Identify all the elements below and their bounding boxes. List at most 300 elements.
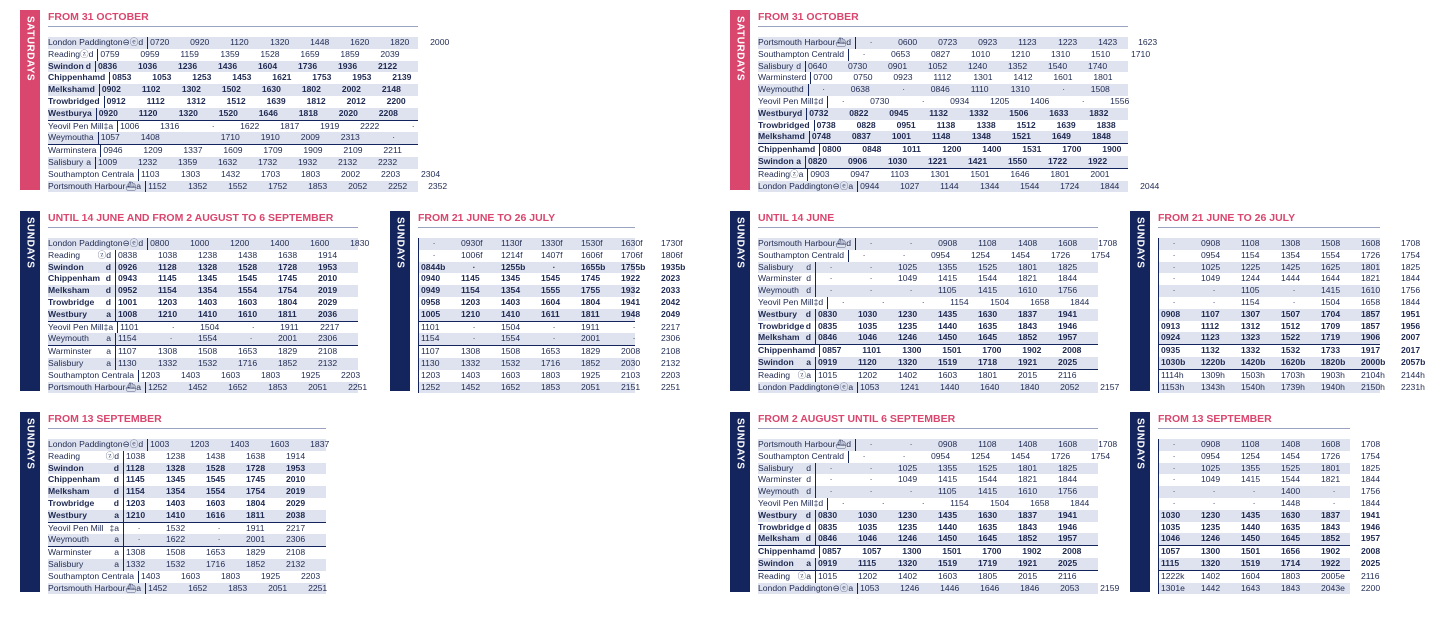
station-name: Swindon (758, 356, 794, 367)
departure-time: 2150h (1361, 381, 1385, 392)
timetable-row (48, 486, 326, 498)
sundays-to-paddington-panel-c (730, 412, 1120, 593)
departure-time: 1658 (1361, 296, 1381, 307)
departure-time: 2036 (318, 308, 338, 319)
times-group (1158, 273, 1441, 285)
departure-time: 2001 (581, 333, 601, 344)
departure-time: 0902 (101, 84, 121, 95)
timetable-row (48, 358, 358, 370)
departure-time: 1403 (198, 296, 218, 307)
departure-time: 1829 (581, 346, 601, 357)
departure-time: · (841, 497, 845, 508)
panel-title: UNTIL 14 JUNE (758, 211, 1098, 228)
timetable-row (418, 321, 681, 334)
departure-time: 1153h (1161, 381, 1185, 392)
departure-time: 1528 (238, 261, 258, 272)
departure-time: 1714 (1281, 557, 1301, 568)
departure-time: 1300 (1201, 546, 1221, 557)
departure-time: 1753 (312, 72, 332, 83)
timetable-row (1158, 261, 1421, 274)
departure-time: 1440 (1241, 521, 1261, 532)
departure-time: 1030 (858, 308, 878, 319)
arr-dep-marker: a (114, 547, 119, 558)
departure-time: 2144h (1401, 369, 1425, 380)
departure-time: 1544 (978, 474, 998, 485)
departure-time: · (862, 249, 866, 260)
timetable-row (1158, 521, 1381, 534)
departure-time: 1844 (1361, 497, 1381, 508)
station-name: Southampton Central (758, 249, 840, 260)
departure-time: 2017 (1401, 345, 1421, 356)
times-group (815, 522, 1098, 534)
timetable-row (758, 486, 1098, 498)
departure-time: 1914 (286, 450, 306, 461)
arr-dep-marker: ‡a (103, 120, 114, 131)
panel-title: FROM 21 JUNE TO 26 JULY (418, 211, 635, 228)
timetable-row (758, 180, 1160, 193)
departure-time: 1600 (310, 238, 330, 248)
departure-time: 0837 (851, 131, 871, 142)
departure-time: · (1172, 285, 1176, 296)
departure-time: 1235 (1201, 521, 1221, 532)
departure-time: 1853 (268, 381, 288, 392)
sundays-from-paddington-panel-c (20, 412, 330, 593)
timetable-row (758, 96, 1128, 108)
departure-time: 1209 (143, 145, 163, 156)
departure-time: 1001 (118, 296, 138, 307)
departure-time: 1504 (501, 321, 521, 332)
departure-time: · (881, 296, 885, 307)
departure-time: 1403 (501, 296, 521, 307)
departure-time: 1408 (1018, 439, 1038, 449)
departure-time: 0830 (818, 509, 838, 520)
timetable-row (1158, 582, 1381, 595)
departure-time: 0954 (931, 450, 951, 461)
departure-time: 1653 (206, 547, 226, 558)
timetable-row (48, 381, 368, 394)
times-group (1158, 297, 1441, 309)
station-name: Warminster (758, 474, 802, 485)
departure-time: 2029 (286, 497, 306, 508)
departure-time: 0930f (461, 238, 483, 248)
departure-time: 1630 (261, 84, 281, 95)
timetable-row (418, 381, 681, 394)
departure-time: 1310 (1010, 84, 1030, 95)
departure-time: 1410 (198, 308, 218, 319)
station-name: Yeovil Pen Mill (758, 95, 814, 106)
times-group (123, 559, 326, 571)
station-name: Trowbridge (758, 521, 805, 532)
timetable-rows (1158, 439, 1381, 594)
departure-time: 1811 (278, 308, 297, 319)
departure-time: 1946 (1058, 320, 1078, 331)
departure-time: 1107 (1201, 308, 1220, 319)
timetable-row (758, 369, 1098, 382)
departure-time: 1820b (1321, 356, 1346, 367)
station-name: Reading (758, 168, 791, 179)
departure-time: 1755b (621, 261, 646, 272)
departure-time: 1754 (1091, 249, 1111, 260)
timetable-row (1158, 486, 1381, 498)
departure-time: 1630 (978, 308, 998, 319)
departure-time: 1638 (278, 249, 298, 260)
departure-time: 2304 (421, 168, 441, 179)
departure-time: 1852 (246, 558, 266, 569)
departure-time: 2025 (1058, 356, 1078, 367)
departure-time: 1105 (938, 486, 957, 497)
timetable-row (48, 522, 326, 535)
station-name: Weymouth (758, 285, 799, 296)
timetable-row (758, 463, 1098, 475)
departure-time: 1554 (206, 486, 226, 497)
timetable-row (48, 168, 441, 181)
arr-dep-marker: a (88, 132, 94, 143)
times-group (1158, 250, 1441, 262)
departure-time: 1555 (541, 285, 561, 296)
departure-time: 1922 (1088, 155, 1108, 166)
departure-time: 1610 (1361, 285, 1381, 296)
times-group (115, 297, 358, 309)
departure-time: 1332 (461, 357, 481, 368)
departure-time: 1423 (1098, 37, 1118, 47)
departure-time: 1354 (198, 285, 218, 296)
departure-time: 2122 (378, 60, 398, 71)
departure-time: 1623 (1138, 37, 1158, 47)
departure-time: 1756 (1361, 486, 1381, 497)
departure-time: 1221 (928, 155, 948, 166)
timetable-row (48, 583, 326, 595)
departure-time: · (1172, 486, 1176, 497)
timetable-row (758, 545, 1098, 558)
departure-time: 1332 (158, 357, 178, 368)
departure-time: 1510 (1091, 48, 1111, 59)
departure-time: 1906 (1361, 332, 1381, 343)
station-name: Warminster (48, 547, 92, 558)
station-name: Reading (48, 249, 81, 260)
departure-time: 1328 (198, 261, 218, 272)
times-group (115, 250, 358, 262)
station-name: Westbury (758, 509, 797, 520)
departure-time: 2002 (341, 84, 361, 95)
departure-time: 1848 (1091, 131, 1111, 142)
departure-time: · (1081, 95, 1085, 106)
station-name: Weymouth (48, 333, 89, 344)
departure-time: 1345 (198, 273, 218, 284)
times-group (147, 439, 350, 451)
times-group (123, 523, 326, 535)
timetable-row (48, 144, 418, 157)
departure-time: 1255b (501, 261, 526, 272)
departure-time: 1323 (1241, 332, 1261, 343)
departure-time: 1252 (421, 381, 441, 392)
departure-time: 2008 (1361, 546, 1381, 557)
departure-time: 2139 (392, 72, 412, 83)
departure-time: 1806f (661, 249, 683, 260)
times-group (115, 285, 358, 297)
departure-time: 1440 (938, 521, 958, 532)
departure-time: 1415 (1321, 285, 1341, 296)
departure-time: 1053 (152, 72, 172, 83)
departure-time: 1953 (352, 72, 372, 83)
departure-time: 1235 (898, 320, 918, 331)
departure-time: 1120 (858, 356, 877, 367)
departure-time: 1519 (1241, 557, 1261, 568)
departure-time: 1640 (980, 381, 1000, 392)
arr-dep-marker: ⛴d (835, 439, 852, 449)
departure-time: 2109 (343, 145, 363, 156)
departure-time: · (829, 486, 833, 497)
timetable-row (758, 61, 1128, 73)
timetable-row (758, 168, 1128, 181)
departure-time: 1421 (968, 155, 988, 166)
departure-time: 1837 (310, 439, 330, 449)
departure-time: 1006 (120, 120, 140, 131)
departure-time: 1837 (1018, 509, 1038, 520)
sundays-from-paddington-panel-a (20, 211, 370, 392)
departure-time: 1730f (661, 238, 683, 248)
departure-time: 1010 (971, 48, 991, 59)
departure-time: 1145 (158, 273, 177, 284)
departure-time: 1722 (1048, 155, 1068, 166)
times-group (1158, 474, 1401, 486)
times-group (123, 463, 326, 475)
panel-title: FROM 21 JUNE TO 26 JULY (1158, 211, 1380, 228)
departure-time: 1857 (1361, 320, 1381, 331)
departure-time: 2104h (1361, 369, 1385, 380)
departure-time: 1454 (1011, 450, 1031, 461)
departure-time: 0954 (931, 249, 951, 260)
arr-dep-marker: a (106, 357, 111, 368)
departure-time: 1932 (298, 156, 318, 167)
departure-time: · (137, 534, 141, 545)
panel-title: FROM 13 SEPTEMBER (1158, 412, 1350, 429)
arr-dep-marker: d (89, 84, 95, 95)
departure-time: 1053 (860, 381, 880, 392)
times-group (95, 61, 418, 73)
departure-time: 1504 (990, 296, 1010, 307)
departure-time: 1450 (1241, 533, 1261, 544)
times-group (1158, 321, 1441, 333)
times-group (97, 49, 420, 61)
departure-time: 1330f (541, 238, 563, 248)
timetable-row (1158, 344, 1421, 357)
timetable-row (1158, 533, 1381, 545)
departure-time: 1359 (220, 48, 240, 59)
timetable-row (48, 474, 326, 486)
departure-time: · (217, 522, 221, 533)
departure-time: 2044 (1140, 180, 1160, 191)
station-name: Chippenham (48, 474, 101, 485)
departure-time: 1512 (1016, 119, 1036, 130)
departure-time: 0923 (978, 37, 998, 47)
departure-time: · (1292, 296, 1296, 307)
departure-time: · (829, 462, 833, 473)
departure-time: 2157 (1100, 381, 1120, 392)
departure-time: 1811 (581, 308, 600, 319)
departure-time: · (1212, 296, 1216, 307)
times-group (857, 382, 1140, 394)
departure-time: 1530f (581, 238, 603, 248)
departure-time: 1332 (126, 558, 146, 569)
times-group (815, 510, 1098, 522)
departure-time: 1415 (938, 273, 958, 284)
departure-time: 1308 (461, 346, 481, 357)
departure-time: 1925 (301, 369, 321, 380)
departure-time: · (432, 249, 436, 260)
timetable-row (758, 285, 1098, 297)
departure-time: 1444 (1281, 273, 1301, 284)
times-group (814, 120, 1137, 132)
arr-dep-marker: d (113, 462, 119, 473)
departure-time: 1519 (938, 356, 958, 367)
station-name: Portsmouth Harbour (48, 582, 126, 593)
departure-time: 1049 (898, 273, 918, 284)
departure-time: 1503h (1241, 369, 1265, 380)
departure-time: 1837 (1018, 308, 1038, 319)
departure-time: 1332 (1241, 345, 1261, 356)
station-name: Trowbridge (758, 119, 805, 130)
station-name: Warminster (48, 145, 92, 156)
departure-time: 2159 (1100, 582, 1120, 593)
departure-time: 1953 (286, 462, 306, 473)
arr-dep-marker: ⓩa (797, 570, 811, 581)
arr-dep-marker: ⛴a (125, 381, 142, 392)
departure-time: 1603 (238, 296, 258, 307)
departure-time: 0924 (1161, 332, 1181, 343)
departure-time: · (1172, 273, 1176, 284)
departure-time: 1659 (300, 48, 320, 59)
departure-time: 1222k (1161, 570, 1185, 581)
times-group (1158, 463, 1401, 475)
station-name: Trowbridge (48, 95, 95, 106)
departure-time: 0949 (421, 285, 441, 296)
times-group (815, 273, 1098, 285)
departure-time: 1852 (1018, 332, 1038, 343)
station-name: Melksham (48, 84, 90, 95)
arr-dep-marker: d (839, 450, 844, 461)
arr-dep-marker: d (113, 486, 119, 497)
departure-time: 1632 (218, 156, 238, 167)
departure-time: 1300 (902, 345, 922, 356)
departure-time: · (1172, 238, 1176, 248)
departure-time: 1745 (278, 273, 298, 284)
arr-dep-marker: d (810, 345, 816, 356)
departure-time: · (1172, 261, 1176, 272)
station-name: Portsmouth Harbour (48, 180, 126, 191)
departure-time: 2306 (286, 534, 306, 545)
departure-time: 0952 (118, 285, 138, 296)
times-group (809, 131, 1132, 143)
arr-dep-marker: d (798, 84, 804, 95)
departure-time: 1412 (1013, 72, 1033, 83)
departure-time: 1030 (858, 509, 878, 520)
departure-time: 1754 (1091, 450, 1111, 461)
departure-time: 1440 (938, 320, 958, 331)
saturdays-band: SATURDAYS (20, 10, 40, 190)
departure-time: 1552 (228, 180, 248, 191)
departure-time: 2015 (1018, 369, 1038, 380)
departure-time: 1415 (978, 285, 998, 296)
sundays-band: SUNDAYS (730, 211, 750, 391)
timetable-row (758, 533, 1098, 545)
departure-time: 2042 (661, 296, 681, 307)
departure-time: 1708 (1098, 238, 1118, 248)
departure-time: 1604 (258, 60, 278, 71)
departure-time: 1400 (270, 238, 290, 248)
departure-time: 1348 (971, 131, 991, 142)
departure-time: 1914 (318, 249, 338, 260)
departure-time: 1512 (1281, 320, 1301, 331)
departure-time: 1240 (968, 60, 988, 71)
timetable-row (1158, 439, 1381, 451)
timetable-row (48, 96, 418, 108)
arr-dep-marker: ⊖ⓔa (832, 582, 854, 593)
timetable-row (48, 309, 358, 321)
times-group (815, 357, 1098, 369)
departure-time: 1203 (126, 497, 146, 508)
departure-time: 1236 (178, 60, 198, 71)
departure-time: 1532 (166, 522, 186, 533)
timetable-row (758, 332, 1098, 344)
departure-time: 2313 (340, 132, 360, 143)
departure-time: · (1172, 296, 1176, 307)
departure-time: 1601 (1053, 72, 1073, 83)
station-name: Swindon (48, 462, 84, 473)
departure-time: 0748 (811, 131, 831, 142)
times-group (1158, 451, 1401, 463)
departure-time: 2025 (1058, 557, 1078, 568)
departure-time: 1936 (338, 60, 358, 71)
arr-dep-marker: a (114, 509, 119, 520)
departure-time: 1745 (246, 474, 266, 485)
departure-time: 1203 (158, 296, 178, 307)
times-group (805, 61, 1128, 73)
departure-time: 1452 (188, 381, 208, 392)
departure-time: 1030 (1161, 509, 1181, 520)
departure-time: 2008 (1062, 345, 1082, 356)
departure-time: 1700 (982, 546, 1002, 557)
arr-dep-marker: a (806, 356, 811, 367)
departure-time: 1107 (118, 346, 137, 357)
departure-time: 0732 (809, 107, 829, 118)
times-group (1158, 238, 1441, 250)
timetable-row (758, 498, 1098, 510)
departure-time: 1911 (280, 321, 299, 332)
departure-time: 1152 (148, 180, 167, 191)
departure-time: 1410 (166, 509, 186, 520)
departure-time: 1645 (978, 533, 998, 544)
arr-dep-marker: d (806, 261, 811, 272)
departure-time: 1501 (942, 546, 962, 557)
panel-title: FROM 31 OCTOBER (758, 10, 1128, 27)
departure-time: 1352 (1008, 60, 1028, 71)
timetable-row (48, 180, 448, 193)
departure-time: 1756 (1401, 285, 1421, 296)
timetable-row (1158, 462, 1381, 475)
panel-title: FROM 13 SEPTEMBER (48, 412, 326, 429)
arr-dep-marker: ⊖ⓔd (122, 37, 144, 47)
timetable-row (758, 321, 1098, 333)
timetable-row (758, 357, 1098, 369)
station-name: Yeovil Pen Mill (48, 522, 104, 533)
timetable-row (48, 84, 418, 96)
departure-time: 2038 (286, 509, 306, 520)
departure-time: 1646 (980, 582, 1000, 593)
times-group (805, 156, 1128, 168)
departure-time: 1400 (1281, 486, 1301, 497)
departure-time: 0846 (818, 533, 838, 544)
departure-time: · (1292, 285, 1296, 296)
